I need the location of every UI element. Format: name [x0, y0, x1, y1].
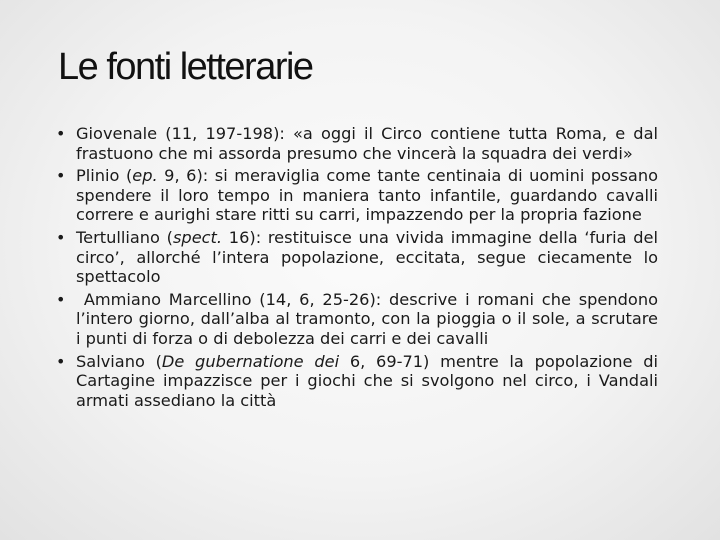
bullet-icon: •: [56, 124, 66, 143]
bullet-text-pre: Tertulliano (: [76, 227, 173, 247]
bullet-icon: •: [56, 351, 66, 371]
bullet-text-pre: Plinio (: [76, 166, 133, 186]
bullet-text-post: 9, 6): si meraviglia come tante centinaia di uomini possano spendere il loro tempo in maniera tanto infantile, guardando cavalli correre e aurighi stare ritti su carri, impazzendo per la propria fazione: [76, 166, 658, 225]
bullet-work-title: spect.: [172, 227, 223, 247]
bullet-item-salviano: [56, 352, 658, 411]
bullet-text: Ammiano Marcellino (14, 6, 25-26): descrive i romani che spendono l’intero giorno, dall’alba al tramonto, con la pioggia o il sole, a scrutare i punti di forza o di debolezza dei carri e dei cavalli: [76, 289, 664, 348]
slide-title: Le fonti letterarie: [58, 46, 313, 88]
bullet-text-post: 16): restituisce una vivida immagine della ‘furia del circo’, allorché l’intera popolazione, eccitata, segue ciecamente lo spettacolo: [76, 227, 658, 287]
bullet-work-title: ep.: [132, 166, 158, 186]
bullet-text-post: 6, 69-71) mentre la popolazione di Cartagine impazzisce per i giochi che si svolgono nel circo, i Vandali armati assediano la città: [76, 351, 658, 410]
bullet-icon: •: [56, 166, 66, 186]
bullet-text-pre: Salviano (: [76, 351, 162, 371]
bullet-text: Giovenale (11, 197-198): «a oggi il Circo contiene tutta Roma, e dal frastuono che mi assorda presumo che vincerà la squadra dei verdi»: [76, 124, 658, 163]
bullet-item-ammiano: [56, 289, 664, 349]
bullet-icon: •: [56, 289, 66, 309]
bullet-list: [56, 124, 664, 413]
bullet-item-tertulliano: [56, 228, 658, 287]
bullet-work-title: De gubernatione dei: [161, 351, 340, 371]
bullet-icon: •: [56, 227, 66, 247]
bullet-item-plinio: [56, 166, 658, 225]
bullet-item-giovenale: [56, 124, 658, 163]
